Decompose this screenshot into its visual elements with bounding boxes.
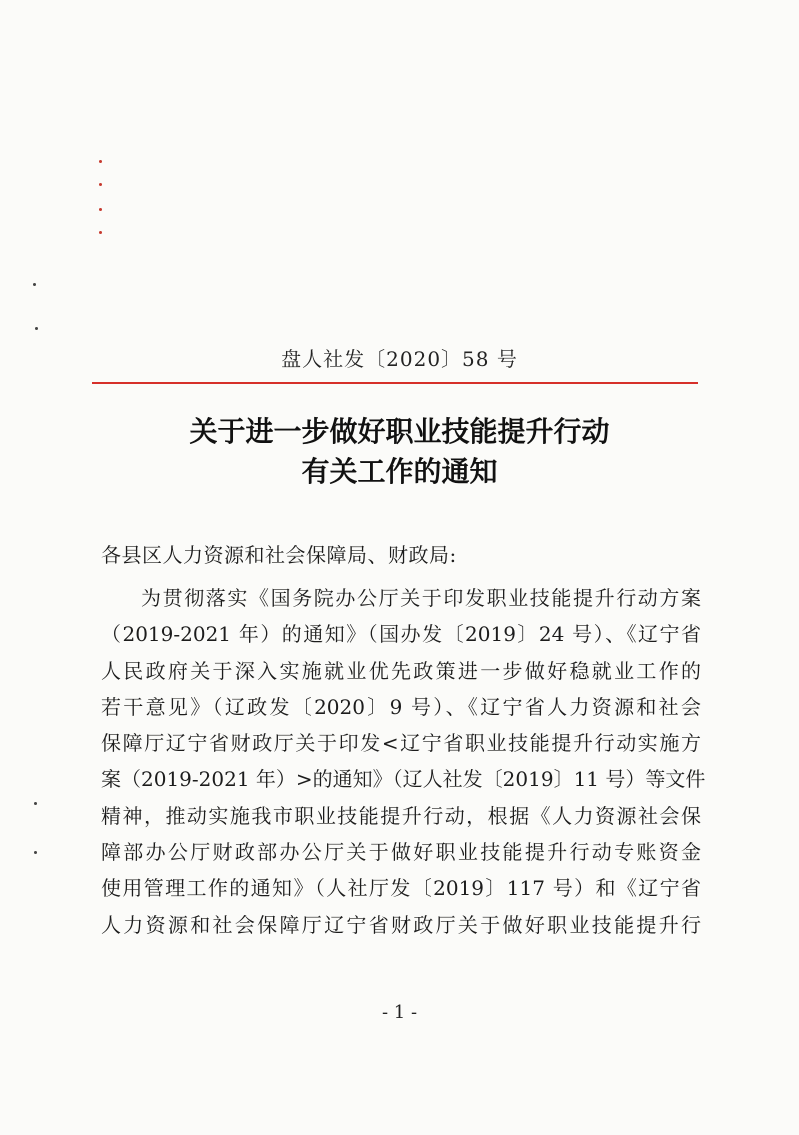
page-number: - 1 - — [381, 1002, 418, 1023]
binding-mark — [99, 183, 102, 186]
document-title — [0, 412, 799, 492]
body-line: 人力资源和社会保障厅辽宁省财政厅关于做好职业技能提升行 — [101, 912, 701, 937]
binding-mark — [99, 231, 102, 234]
binding-mark — [99, 160, 102, 163]
body-line: 若干意见》（辽政发〔2020〕9 号）、《辽宁省人力资源和社会 — [101, 694, 701, 719]
document-number: 盘人社发〔2020〕58 号 — [281, 347, 518, 371]
title-line-1: 关于进一步做好职业技能提升行动 — [189, 415, 610, 448]
body-text — [101, 580, 706, 943]
body-line: 人民政府关于深入实施就业优先政策进一步做好稳就业工作的 — [101, 658, 701, 683]
body-line: 案（2019-2021 年）>的通知》（辽人社发〔2019〕11 号）等文件 — [101, 767, 706, 792]
body-line: 使用管理工作的通知》（人社厅发〔2019〕117 号）和《辽宁省 — [101, 876, 701, 901]
scan-speck — [34, 851, 37, 854]
title-line-2: 有关工作的通知 — [301, 455, 498, 488]
body-line: 保障厅辽宁省财政厅关于印发<辽宁省职业技能提升行动实施方 — [101, 731, 701, 756]
scan-speck — [33, 283, 36, 286]
body-line: （2019-2021 年）的通知》（国办发〔2019〕24 号）、《辽宁省 — [101, 622, 701, 647]
body-line: 精神，推动实施我市职业技能提升行动，根据《人力资源社会保 — [101, 803, 701, 828]
scan-speck — [35, 327, 38, 330]
scan-speck — [34, 802, 37, 805]
red-separator-line — [92, 382, 698, 384]
body-line: 为贯彻落实《国务院办公厅关于印发职业技能提升行动方案 — [141, 586, 701, 610]
salutation: 各县区人力资源和社会保障局、财政局: — [101, 543, 457, 567]
binding-mark — [99, 208, 102, 211]
body-line: 障部办公厅财政部办公厅关于做好职业技能提升行动专账资金 — [101, 840, 701, 865]
